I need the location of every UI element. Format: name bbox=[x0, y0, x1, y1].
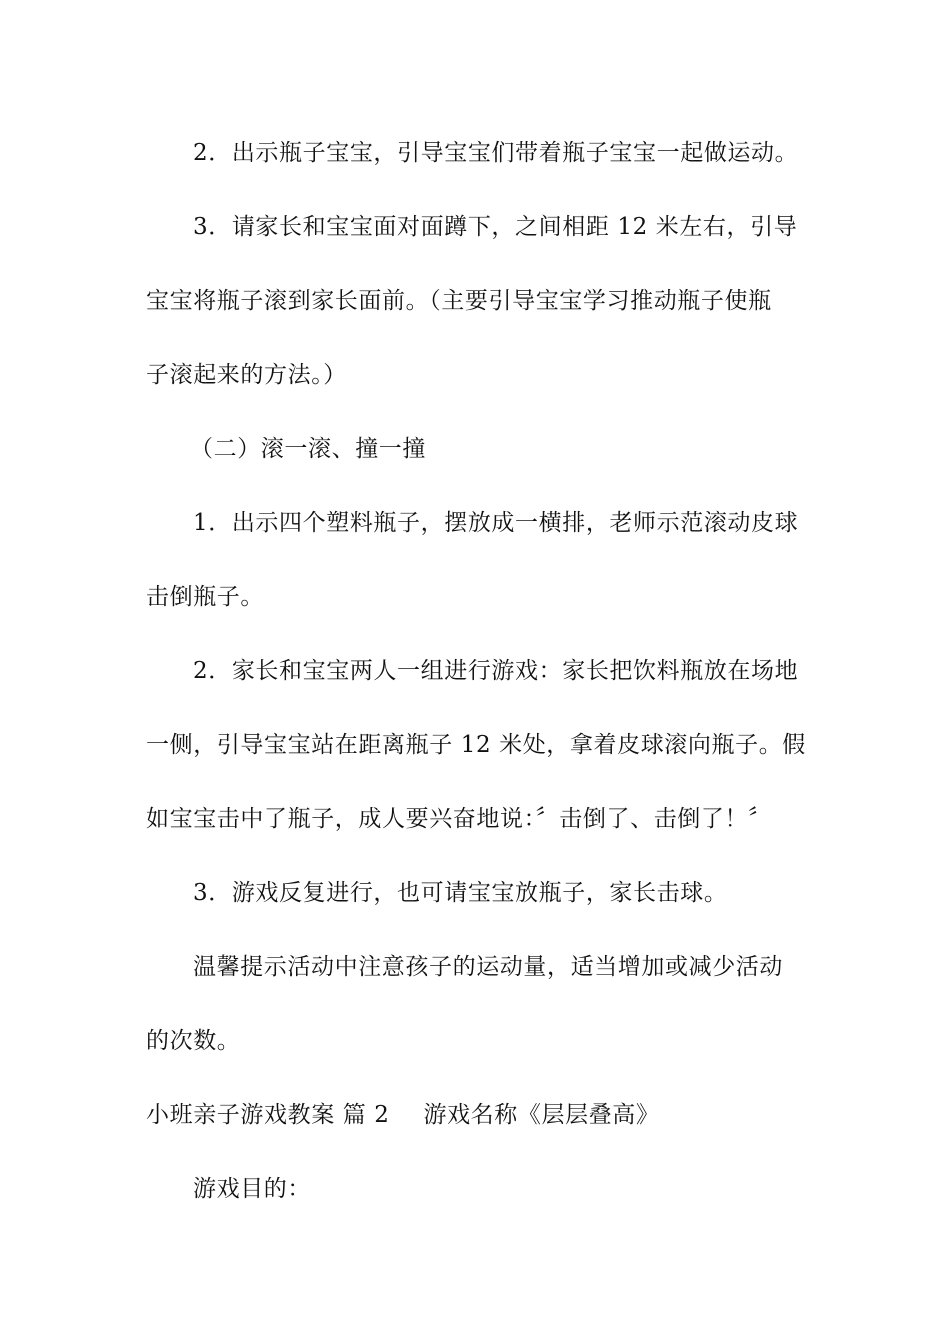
paragraph-line: 一侧，引导宝宝站在距离瓶子 12 米处，拿着皮球滚向瓶子。假 bbox=[146, 732, 806, 758]
subsection-heading: （二）滚一滚、撞一撞 bbox=[190, 436, 426, 462]
paragraph-line: 游戏目的： bbox=[193, 1176, 311, 1202]
paragraph-line: 如宝宝击中了瓶子，成人要兴奋地说：〞击倒了、击倒了！〞 bbox=[146, 806, 772, 832]
tip-line: 的次数。 bbox=[146, 1028, 241, 1054]
paragraph-line: 2．家长和宝宝两人一组进行游戏：家长把饮料瓶放在场地 bbox=[193, 658, 799, 684]
paragraph-line: 2．出示瓶子宝宝，引导宝宝们带着瓶子宝宝一起做运动。 bbox=[193, 140, 799, 166]
section-heading bbox=[146, 1100, 826, 1130]
paragraph-line: 宝宝将瓶子滚到家长面前。（主要引导宝宝学习推动瓶子使瓶 bbox=[146, 288, 772, 314]
paragraph-line: 子滚起来的方法。） bbox=[146, 362, 347, 388]
paragraph-line: 击倒瓶子。 bbox=[146, 584, 264, 610]
tip-line: 温馨提示活动中注意孩子的运动量，适当增加或减少活动 bbox=[193, 954, 783, 980]
paragraph-line: 3．请家长和宝宝面对面蹲下，之间相距 12 米左右，引导 bbox=[193, 214, 798, 240]
paragraph-line: 1．出示四个塑料瓶子，摆放成一横排，老师示范滚动皮球 bbox=[193, 510, 799, 536]
paragraph-line: 3．游戏反复进行，也可请宝宝放瓶子，家长击球。 bbox=[193, 880, 728, 906]
section-heading-title: 小班亲子游戏教案 篇 2 bbox=[146, 1102, 390, 1128]
section-heading-game-name: 游戏名称《层层叠高》 bbox=[423, 1102, 660, 1128]
